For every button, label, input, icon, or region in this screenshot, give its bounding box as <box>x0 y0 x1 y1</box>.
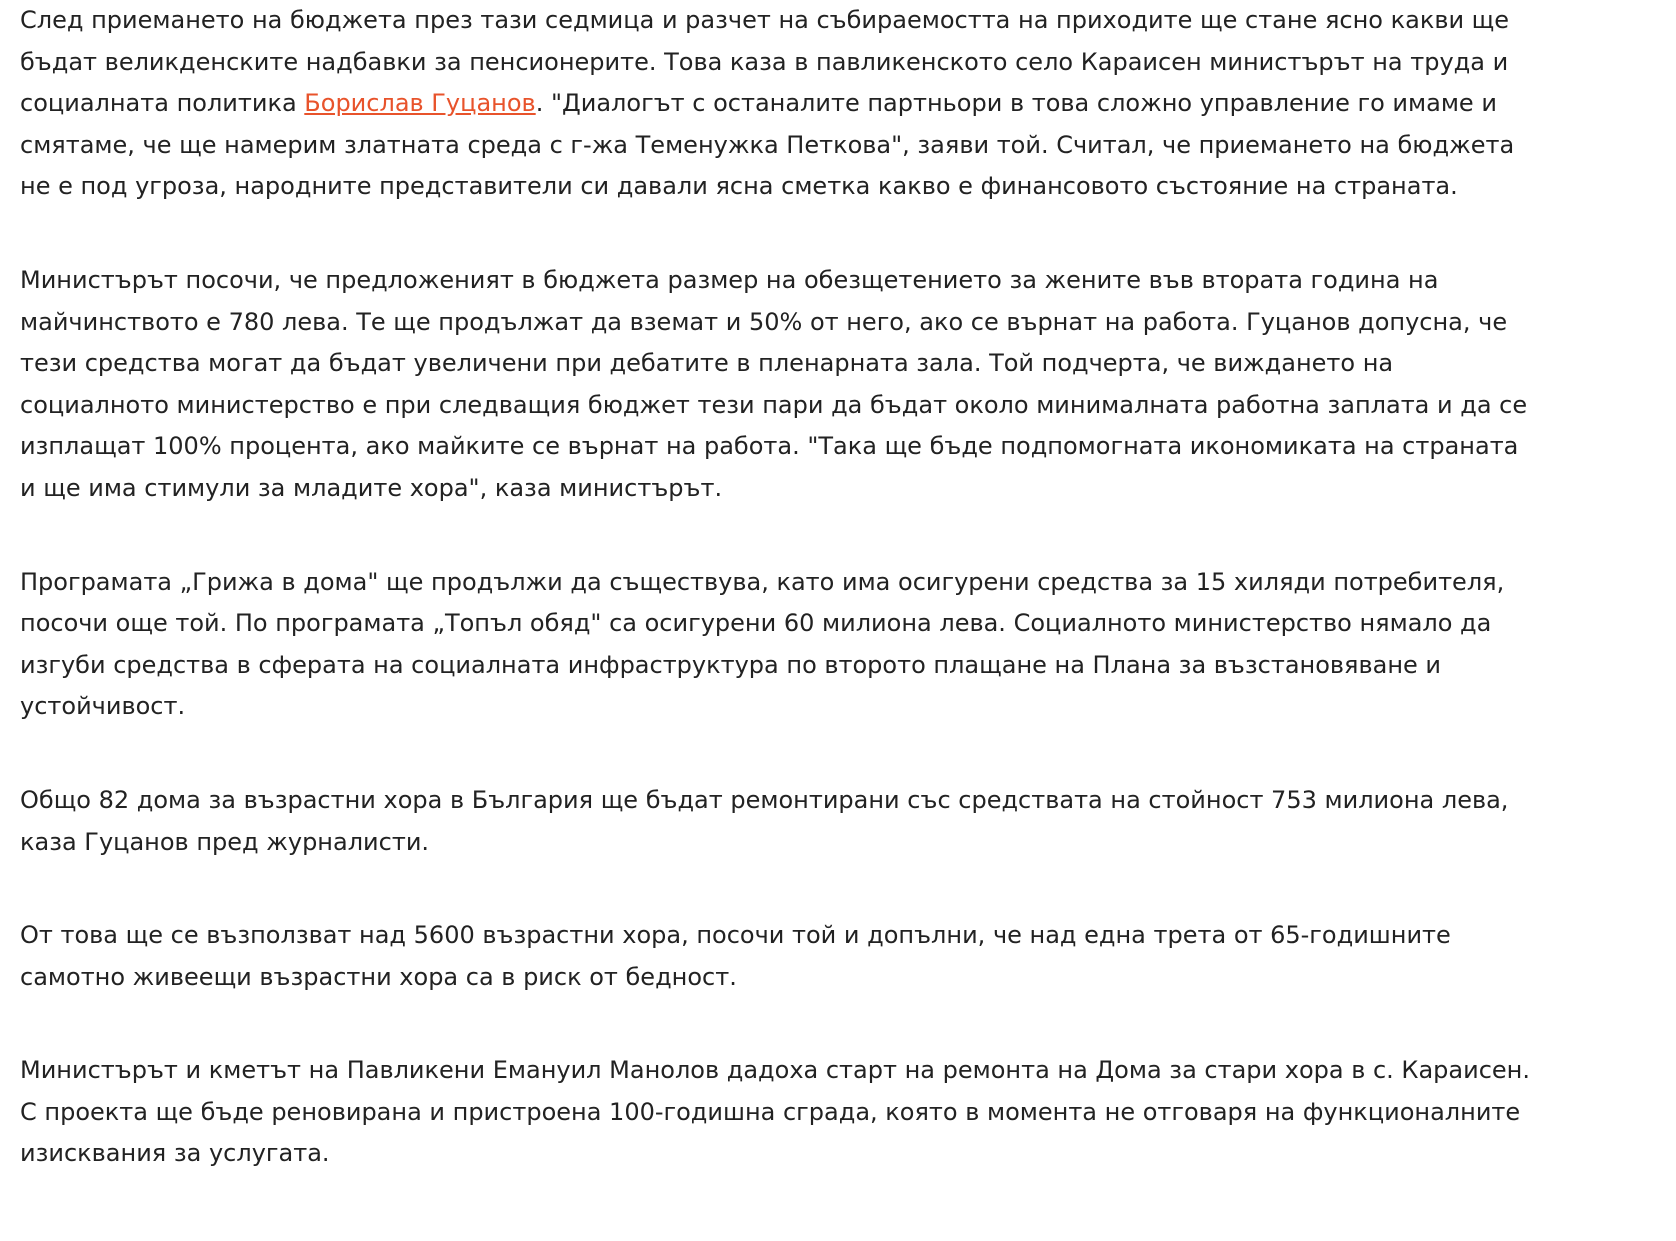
article-paragraph-2: Министърът посочи, че предложеният в бюджета размер на обезщетението за жените във втората година на майчинството е 780 лева. Те ще продължат да вземат и 50% от него, ако се върнат на работа. Гуцанов допусна, че тези средства могат да бъдат увеличени при дебатите в пленарната зала. Той подчерта, че виждането на социалното министерство е при следващия бюджет тези пари да бъдат около минималната работна заплата и да се изплащат 100% процента, ако майките се върнат на работа. "Така ще бъде подпомогната икономиката на страната и ще има стимули за младите хора", каза министърът. <box>20 265 1528 502</box>
article-paragraph-4: Общо 82 дома за възрастни хора в България ще бъдат ремонтирани със средствата на стойност 753 милиона лева, каза Гуцанов пред журналисти. <box>20 785 1509 856</box>
paragraph-1-text-end: . "Диалогът с останалите партньори в това сложно управление го имаме и смятаме, че ще намерим златната среда с г-жа Теменужка Петкова", заяви той. Считал, че приемането на бюджета не е под угроза, народните представители си давали ясна сметка какво е финансовото състояние на страната. <box>20 89 1515 201</box>
paragraph-1-text-start: След приемането на бюджета през тази седмица и разчет на събираемостта на приходите ще стане ясно какви ще бъдат великденските надбавки за пенсионерите. Това каза в павликенското село Караисен министърът на труда и социалната политика <box>20 6 1510 118</box>
article-body <box>20 0 1530 1227</box>
person-link-borislav-gutsanov[interactable]: Борислав Гуцанов <box>304 89 536 118</box>
article-paragraph-1 <box>20 0 1530 208</box>
article-paragraph-3: Програмата „Грижа в дома" ще продължи да съществува, като има осигурени средства за 15 хиляди потребителя, посочи още той. По програмата „Топъл обяд" са осигурени 60 милиона лева. Социалното министерство нямало да изгуби средства в сферата на социалната инфраструктура по второто плащане на Плана за възстановяване и устойчивост. <box>20 567 1505 721</box>
article-paragraph-6: Министърът и кметът на Павликени Емануил Манолов дадоха старт на ремонта на Дома за стари хора в с. Караисен. С проекта ще бъде реновирана и пристроена 100-годишна сграда, която в момента не отговаря на функционалните изисквания за услугата. <box>20 1056 1530 1168</box>
article-paragraph-5: От това ще се възползват над 5600 възрастни хора, посочи той и допълни, че над една трета от 65-годишните самотно живеещи възрастни хора са в риск от бедност. <box>20 921 1451 991</box>
